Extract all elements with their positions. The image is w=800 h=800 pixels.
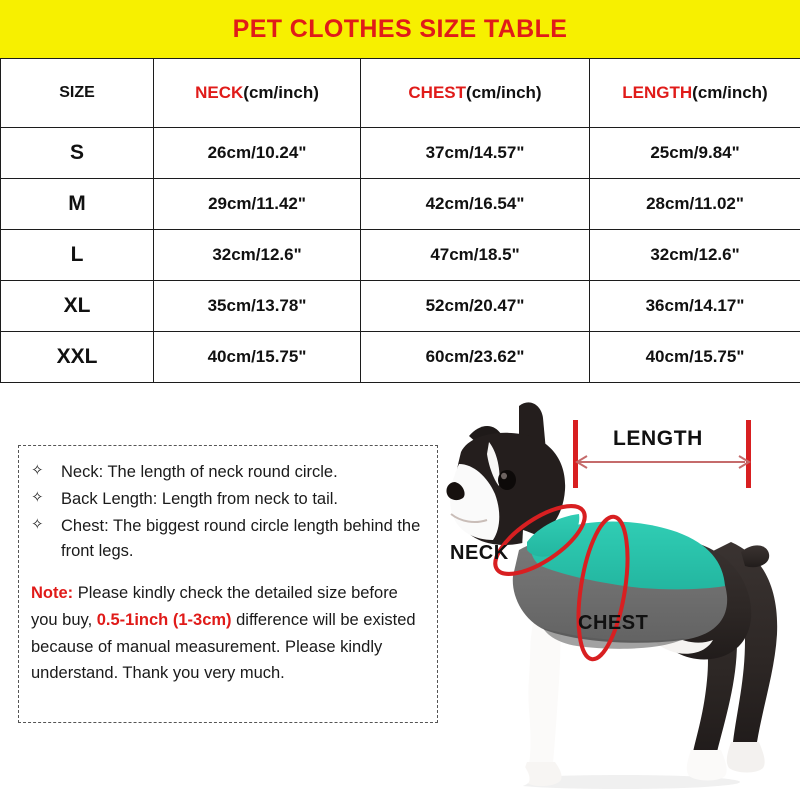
- note-paragraph: [31, 580, 423, 687]
- list-item-label: Back Length: Length from neck to tail.: [61, 490, 338, 509]
- header-length-keyword: LENGTH: [622, 83, 693, 102]
- eye-highlight: [501, 473, 507, 479]
- table-row: [1, 179, 800, 230]
- cell-length: 32cm/12.6": [590, 230, 800, 281]
- table-row: [1, 332, 800, 383]
- header-neck-keyword: NECK: [195, 83, 244, 102]
- cell-size: M: [1, 179, 154, 230]
- length-annotation-label: LENGTH: [613, 427, 703, 450]
- header-cell-neck: [154, 59, 361, 128]
- front-leg-near: [496, 596, 530, 766]
- cell-length: 40cm/15.75": [590, 332, 800, 383]
- list-item: [31, 460, 423, 485]
- header-chest-label: [408, 83, 541, 102]
- front-paw-far: [524, 762, 561, 786]
- table-row: [1, 281, 800, 332]
- header-cell-size: [1, 59, 154, 128]
- tail: [741, 545, 769, 567]
- header-chest-unit: (cm/inch): [466, 83, 542, 102]
- list-item: [31, 514, 423, 564]
- cell-neck: 32cm/12.6": [154, 230, 361, 281]
- chest-annotation-label: CHEST: [578, 612, 649, 634]
- note-tolerance-highlight: 0.5-1inch (1-3cm): [96, 611, 232, 630]
- table-row: [1, 128, 800, 179]
- cell-chest: 60cm/23.62": [361, 332, 590, 383]
- note-text-part2: difference will be existed because of manual measurement. Please kindly understand. Thank you very much.: [31, 611, 416, 683]
- list-item-label: Chest: The biggest round circle length behind the front legs.: [61, 517, 421, 561]
- cell-neck: 26cm/10.24": [154, 128, 361, 179]
- title-banner: [0, 0, 800, 58]
- cell-chest: 42cm/16.54": [361, 179, 590, 230]
- hind-paw-far: [727, 742, 765, 773]
- cell-size: XL: [1, 281, 154, 332]
- dog-measurement-illustration: [445, 390, 800, 800]
- cell-size: L: [1, 230, 154, 281]
- diamond-bullet-icon: ✧: [31, 462, 44, 479]
- list-item-label: Neck: The length of neck round circle.: [61, 463, 338, 481]
- diamond-bullet-icon: ✧: [31, 489, 44, 507]
- note-label: Note:: [31, 584, 74, 603]
- header-cell-chest: [361, 59, 590, 128]
- header-size-label: SIZE: [59, 84, 95, 101]
- measurement-info-box: [18, 445, 438, 723]
- cell-chest: 52cm/20.47": [361, 281, 590, 332]
- header-chest-keyword: CHEST: [408, 83, 467, 102]
- dog-illustration-svg: [445, 390, 800, 800]
- length-right-endbar: [746, 420, 751, 488]
- page-title: PET CLOTHES SIZE TABLE: [232, 14, 568, 43]
- length-left-endbar: [573, 420, 578, 488]
- hind-paw-near: [687, 750, 727, 781]
- cell-neck: 35cm/13.78": [154, 281, 361, 332]
- diamond-bullet-icon: ✧: [31, 516, 44, 534]
- note-text-part1: Please kindly check the detailed size before you buy,: [31, 584, 398, 630]
- cell-size: S: [1, 128, 154, 179]
- header-neck-unit: (cm/inch): [243, 83, 319, 102]
- front-paw-near: [491, 764, 530, 788]
- cell-neck: 29cm/11.42": [154, 179, 361, 230]
- header-cell-length: [590, 59, 800, 128]
- size-table: [0, 58, 800, 383]
- header-length-label: [622, 83, 767, 102]
- cell-length: 28cm/11.02": [590, 179, 800, 230]
- neck-annotation-label: NECK: [450, 542, 509, 564]
- cell-chest: 47cm/18.5": [361, 230, 590, 281]
- header-length-unit: (cm/inch): [692, 83, 768, 102]
- list-item: [31, 487, 423, 512]
- cell-length: 36cm/14.17": [590, 281, 800, 332]
- cell-length: 25cm/9.84": [590, 128, 800, 179]
- header-neck-label: [195, 83, 319, 102]
- table-header-row: [1, 59, 800, 128]
- measurement-definition-list: [31, 460, 423, 564]
- cell-size: XXL: [1, 332, 154, 383]
- cell-neck: 40cm/15.75": [154, 332, 361, 383]
- cell-chest: 37cm/14.57": [361, 128, 590, 179]
- table-row: [1, 230, 800, 281]
- dog-eye: [498, 470, 516, 490]
